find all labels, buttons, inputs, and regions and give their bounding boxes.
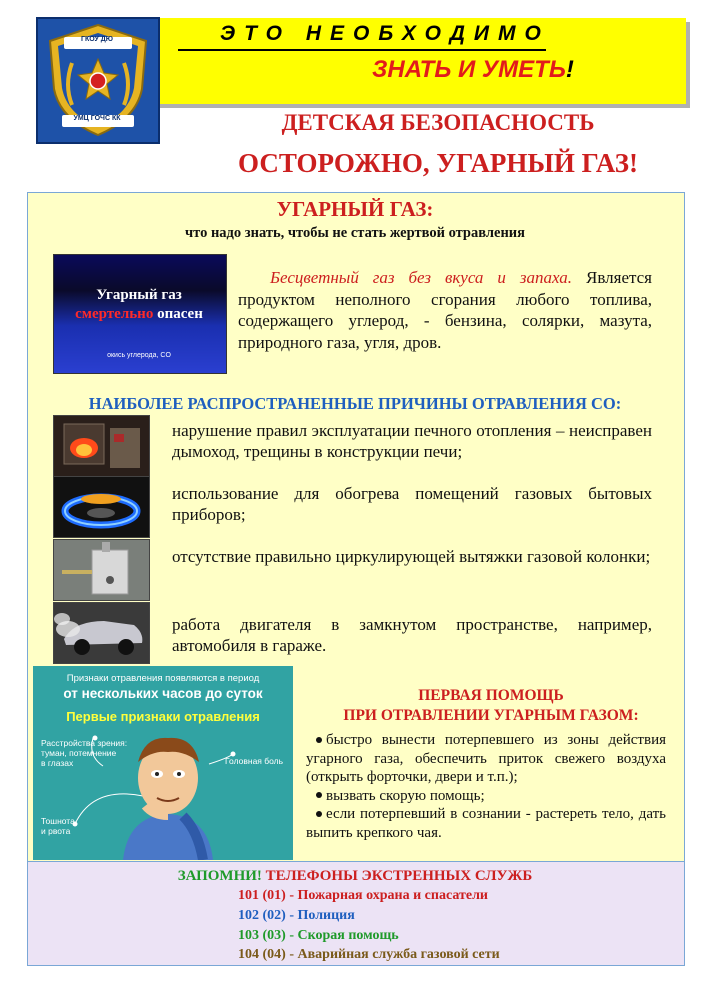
cause-text-4: работа двигателя в замкнутом пространстве, например, автомобиля в гараже.	[172, 615, 652, 655]
phone-fire: 101 (01) - Пожарная охрана и спасатели	[238, 888, 488, 903]
slogan-exclamation: !	[565, 56, 574, 83]
symptoms-period-label: Признаки отравления появляются в период	[66, 673, 260, 684]
co-intro-paragraph	[238, 267, 652, 353]
symptoms-period-value: от нескольких часов до суток	[63, 686, 263, 701]
page-title: ДЕТСКАЯ БЕЗОПАСНОСТЬ	[281, 110, 595, 135]
list-item	[306, 731, 666, 787]
co-section-title: УГАРНЫЙ ГАЗ:	[276, 197, 434, 221]
intro-rest: Является продуктом неполного сгорания любого топлива, содержащего углерод, - бензина, солярки, мазута, природного газа, угля, дров.	[238, 268, 652, 352]
emergency-title	[27, 868, 683, 885]
phone-ambulance: 103 (03) - Скорая помощь	[238, 928, 399, 943]
emblem-bottom-text: УМЦ ГОЧС КК	[73, 115, 121, 122]
emergency-title-green: ЗАПОМНИ!	[177, 868, 262, 884]
bullet-icon	[316, 792, 322, 798]
phone-gas-service: 104 (04) - Аварийная служба газовой сети	[238, 947, 500, 962]
car-exhaust-icon	[53, 602, 150, 664]
co-section-subtitle: что надо знать, чтобы не стать жертвой отравления	[184, 225, 526, 241]
slogan-line1: ЭТО НЕОБХОДИМО	[220, 22, 550, 45]
symptom-nausea: Тошнота и рвота	[41, 816, 75, 836]
bullet-icon	[316, 811, 322, 817]
cause-text-2: использование для обогрева помещений газовых бытовых приборов;	[172, 484, 652, 524]
banner-line2-red: смертельно	[75, 306, 154, 322]
intro-lead: Бесцветный газ без вкуса и запаха.	[270, 268, 573, 287]
banner-caption: окись углерода, CO	[107, 352, 171, 359]
symptom-vision: Расстройства зрения: туман, потемнение в глазах	[41, 738, 128, 768]
first-aid-list	[306, 731, 666, 842]
phone-police: 102 (02) - Полиция	[238, 908, 355, 923]
slogan-line2	[372, 56, 574, 84]
stove-fire-icon	[53, 415, 150, 477]
first-aid-item-3: если потерпевший в сознании - растереть тело, дать выпить крепкого чая.	[306, 806, 666, 841]
emblem-top-text: ГКОУ ДЮ	[80, 36, 114, 43]
first-aid-title-line2: ПРИ ОТРАВЛЕНИИ УГАРНЫМ ГАЗОМ:	[343, 707, 639, 724]
gas-burner-icon	[53, 476, 150, 538]
cause-text-3: отсутствие правильно циркулирующей вытяжки газовой колонки;	[172, 547, 651, 566]
slogan-underline	[178, 49, 546, 51]
page-subtitle: ОСТОРОЖНО, УГАРНЫЙ ГАЗ!	[238, 148, 638, 178]
list-item	[306, 787, 666, 806]
banner-line2-rest: опасен	[153, 306, 203, 322]
first-aid-title	[300, 686, 682, 726]
bullet-icon	[316, 737, 322, 743]
cause-text-1: нарушение правил эксплуатации печного отопления – неисправен дымоход, трещины в конструкции печи;	[172, 421, 652, 461]
emergency-title-red: ТЕЛЕФОНЫ ЭКСТРЕННЫХ СЛУЖБ	[261, 868, 533, 884]
banner-line1: Угарный газ	[96, 287, 182, 303]
symptom-headache: Головная боль	[225, 756, 284, 766]
symptoms-heading: Первые признаки отравления	[66, 709, 260, 724]
first-aid-item-2: вызвать скорую помощь;	[326, 787, 485, 804]
causes-title: НАИБОЛЕЕ РАСПРОСТРАНЕННЫЕ ПРИЧИНЫ ОТРАВЛЕНИЯ CO:	[88, 394, 622, 413]
gas-boiler-icon	[53, 539, 150, 601]
banner-line2	[53, 306, 225, 323]
list-item	[306, 805, 666, 842]
first-aid-title-line1: ПЕРВАЯ ПОМОЩЬ	[418, 687, 564, 704]
slogan-line2-text: ЗНАТЬ И УМЕТЬ	[372, 56, 566, 83]
first-aid-item-1: быстро вынести потерпевшего из зоны действия угарного газа, обеспечить приток свежего воздуха (открыть форточки, двери и т.п.);	[306, 732, 666, 785]
